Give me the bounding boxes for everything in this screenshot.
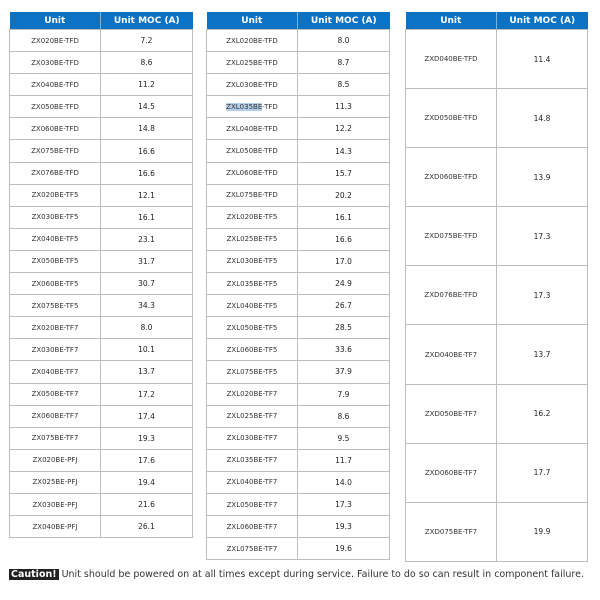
moc-cell: 21.6 bbox=[101, 493, 193, 515]
unit-cell: ZXL060BE-TF5 bbox=[207, 339, 298, 361]
table-row bbox=[10, 339, 193, 361]
table-row bbox=[406, 266, 588, 325]
header-unit: Unit bbox=[406, 12, 497, 30]
unit-cell: ZXL030BE-TF5 bbox=[207, 250, 298, 272]
header-moc: Unit MOC (A) bbox=[497, 12, 588, 30]
table-row bbox=[207, 538, 390, 560]
unit-cell: ZX030BE-TF7 bbox=[10, 339, 101, 361]
unit-cell: ZXL050BE-TFD bbox=[207, 140, 298, 162]
table-row bbox=[207, 493, 390, 515]
moc-cell: 8.6 bbox=[101, 52, 193, 74]
unit-cell: ZX020BE-TF7 bbox=[10, 317, 101, 339]
table-row bbox=[207, 30, 390, 52]
moc-cell: 16.2 bbox=[497, 384, 588, 443]
moc-cell: 19.4 bbox=[101, 471, 193, 493]
table-row bbox=[406, 325, 588, 384]
table-row bbox=[406, 30, 588, 89]
caution-text: Unit should be powered on at all times except during service. Failure to do so can result in component failure. bbox=[61, 569, 584, 580]
table-row bbox=[10, 493, 193, 515]
unit-cell: ZXL075BE-TF5 bbox=[207, 361, 298, 383]
table-row bbox=[207, 250, 390, 272]
unit-cell: ZXL075BE-TFD bbox=[207, 184, 298, 206]
table-row bbox=[207, 471, 390, 493]
table-row bbox=[207, 339, 390, 361]
unit-cell: ZX060BE-TF5 bbox=[10, 273, 101, 295]
unit-cell: ZXL020BE-TFD bbox=[207, 30, 298, 52]
moc-cell: 17.0 bbox=[298, 250, 390, 272]
unit-cell: ZX030BE-TFD bbox=[10, 52, 101, 74]
table-row bbox=[10, 317, 193, 339]
table-row bbox=[207, 449, 390, 471]
moc-cell: 14.0 bbox=[298, 471, 390, 493]
unit-cell: ZXL025BE-TFD bbox=[207, 52, 298, 74]
table-row bbox=[207, 361, 390, 383]
moc-cell: 17.2 bbox=[101, 383, 193, 405]
moc-cell: 14.3 bbox=[298, 140, 390, 162]
moc-cell: 24.9 bbox=[298, 273, 390, 295]
moc-cell: 7.9 bbox=[298, 383, 390, 405]
moc-cell: 26.1 bbox=[101, 516, 193, 538]
table-row bbox=[10, 273, 193, 295]
moc-cell: 28.5 bbox=[298, 317, 390, 339]
unit-cell: ZX040BE-PFJ bbox=[10, 516, 101, 538]
moc-cell: 8.6 bbox=[298, 405, 390, 427]
table-row bbox=[10, 118, 193, 140]
moc-cell: 19.3 bbox=[298, 516, 390, 538]
unit-suffix: -TFD bbox=[262, 102, 278, 111]
unit-cell: ZXL040BE-TF5 bbox=[207, 295, 298, 317]
moc-cell: 14.5 bbox=[101, 96, 193, 118]
unit-cell: ZXL050BE-TF7 bbox=[207, 493, 298, 515]
moc-cell: 16.6 bbox=[101, 162, 193, 184]
table-row bbox=[10, 162, 193, 184]
unit-cell: ZX025BE-PFJ bbox=[10, 471, 101, 493]
moc-cell: 13.7 bbox=[101, 361, 193, 383]
table-row bbox=[10, 96, 193, 118]
moc-cell: 8.7 bbox=[298, 52, 390, 74]
unit-cell: ZXL035BE-TF7 bbox=[207, 449, 298, 471]
moc-cell: 9.5 bbox=[298, 427, 390, 449]
table-row bbox=[10, 228, 193, 250]
unit-cell: ZX076BE-TFD bbox=[10, 162, 101, 184]
moc-cell: 34.3 bbox=[101, 295, 193, 317]
moc-cell: 16.1 bbox=[101, 206, 193, 228]
unit-cell: ZX060BE-TF7 bbox=[10, 405, 101, 427]
header-unit: Unit bbox=[207, 12, 298, 30]
table-row bbox=[10, 206, 193, 228]
moc-cell: 11.3 bbox=[298, 96, 390, 118]
table-row bbox=[207, 96, 390, 118]
unit-cell: ZXL075BE-TF7 bbox=[207, 538, 298, 560]
moc-table-zxl bbox=[206, 12, 390, 560]
unit-cell: ZX060BE-TFD bbox=[10, 118, 101, 140]
table-row bbox=[207, 516, 390, 538]
unit-cell: ZXD060BE-TFD bbox=[406, 148, 497, 207]
moc-cell: 17.3 bbox=[497, 266, 588, 325]
table-row bbox=[10, 383, 193, 405]
unit-cell: ZXL040BE-TF7 bbox=[207, 471, 298, 493]
header-moc: Unit MOC (A) bbox=[101, 12, 193, 30]
table-row bbox=[207, 184, 390, 206]
table-row bbox=[10, 361, 193, 383]
table-row bbox=[207, 228, 390, 250]
unit-cell: ZX075BE-TFD bbox=[10, 140, 101, 162]
unit-cell: ZXL060BE-TF7 bbox=[207, 516, 298, 538]
unit-cell: ZXD050BE-TF7 bbox=[406, 384, 497, 443]
table-row bbox=[207, 52, 390, 74]
table-row bbox=[207, 162, 390, 184]
moc-cell: 33.6 bbox=[298, 339, 390, 361]
table-row bbox=[10, 295, 193, 317]
selected-text: ZXL035BE bbox=[226, 102, 263, 111]
moc-cell: 23.1 bbox=[101, 228, 193, 250]
unit-cell: ZX020BE-PFJ bbox=[10, 449, 101, 471]
unit-cell: ZXL020BE-TF7 bbox=[207, 383, 298, 405]
table-row bbox=[406, 502, 588, 561]
moc-cell: 17.6 bbox=[101, 449, 193, 471]
moc-cell: 19.3 bbox=[101, 427, 193, 449]
unit-cell: ZXL040BE-TFD bbox=[207, 118, 298, 140]
moc-cell: 37.9 bbox=[298, 361, 390, 383]
unit-cell: ZX030BE-PFJ bbox=[10, 493, 101, 515]
moc-table-zx bbox=[9, 12, 193, 538]
table-row bbox=[406, 443, 588, 502]
unit-cell: ZXL030BE-TF7 bbox=[207, 427, 298, 449]
moc-cell: 13.9 bbox=[497, 148, 588, 207]
table-row bbox=[10, 427, 193, 449]
unit-cell: ZX020BE-TFD bbox=[10, 30, 101, 52]
moc-cell: 17.7 bbox=[497, 443, 588, 502]
moc-cell: 11.4 bbox=[497, 30, 588, 89]
table-row bbox=[10, 52, 193, 74]
table-row bbox=[406, 384, 588, 443]
moc-cell: 19.6 bbox=[298, 538, 390, 560]
unit-cell: ZX075BE-TF7 bbox=[10, 427, 101, 449]
unit-cell: ZX075BE-TF5 bbox=[10, 295, 101, 317]
moc-cell: 11.2 bbox=[101, 74, 193, 96]
moc-cell: 26.7 bbox=[298, 295, 390, 317]
table-row bbox=[10, 449, 193, 471]
unit-cell: ZXL025BE-TF7 bbox=[207, 405, 298, 427]
table-row bbox=[10, 471, 193, 493]
table-row bbox=[207, 140, 390, 162]
moc-cell: 17.4 bbox=[101, 405, 193, 427]
unit-cell: ZXL030BE-TFD bbox=[207, 74, 298, 96]
table-row bbox=[406, 148, 588, 207]
unit-cell: ZXD040BE-TFD bbox=[406, 30, 497, 89]
moc-cell: 8.0 bbox=[298, 30, 390, 52]
moc-cell: 13.7 bbox=[497, 325, 588, 384]
moc-cell: 11.7 bbox=[298, 449, 390, 471]
table-row bbox=[207, 74, 390, 96]
moc-cell: 16.6 bbox=[298, 228, 390, 250]
table-row bbox=[10, 405, 193, 427]
moc-cell: 16.1 bbox=[298, 206, 390, 228]
moc-cell: 7.2 bbox=[101, 30, 193, 52]
unit-cell: ZX050BE-TF7 bbox=[10, 383, 101, 405]
unit-cell: ZXL050BE-TF5 bbox=[207, 317, 298, 339]
unit-cell bbox=[207, 96, 298, 118]
unit-cell: ZXD050BE-TFD bbox=[406, 89, 497, 148]
table-row bbox=[207, 383, 390, 405]
unit-cell: ZXL020BE-TF5 bbox=[207, 206, 298, 228]
table-row bbox=[207, 118, 390, 140]
moc-cell: 14.8 bbox=[497, 89, 588, 148]
unit-cell: ZXD040BE-TF7 bbox=[406, 325, 497, 384]
table-row bbox=[406, 89, 588, 148]
unit-cell: ZX050BE-TFD bbox=[10, 96, 101, 118]
unit-cell: ZXD075BE-TF7 bbox=[406, 502, 497, 561]
caution-badge: Caution! bbox=[11, 569, 57, 580]
unit-cell: ZXL025BE-TF5 bbox=[207, 228, 298, 250]
unit-cell: ZXD060BE-TF7 bbox=[406, 443, 497, 502]
moc-cell: 31.7 bbox=[101, 250, 193, 272]
moc-cell: 19.9 bbox=[497, 502, 588, 561]
moc-cell: 12.1 bbox=[101, 184, 193, 206]
moc-cell: 14.8 bbox=[101, 118, 193, 140]
unit-cell: ZX050BE-TF5 bbox=[10, 250, 101, 272]
table-row bbox=[10, 516, 193, 538]
caution-note bbox=[9, 569, 584, 580]
table-row bbox=[207, 317, 390, 339]
moc-cell: 30.7 bbox=[101, 273, 193, 295]
table-row bbox=[207, 273, 390, 295]
moc-cell: 8.5 bbox=[298, 74, 390, 96]
unit-cell: ZX030BE-TF5 bbox=[10, 206, 101, 228]
moc-cell: 15.7 bbox=[298, 162, 390, 184]
moc-cell: 12.2 bbox=[298, 118, 390, 140]
table-row bbox=[10, 250, 193, 272]
unit-cell: ZXD076BE-TFD bbox=[406, 266, 497, 325]
table-row bbox=[10, 184, 193, 206]
unit-cell: ZX040BE-TF5 bbox=[10, 228, 101, 250]
moc-cell: 20.2 bbox=[298, 184, 390, 206]
unit-cell: ZXL060BE-TFD bbox=[207, 162, 298, 184]
moc-table-zxd bbox=[405, 12, 588, 562]
table-row bbox=[207, 427, 390, 449]
moc-cell: 16.6 bbox=[101, 140, 193, 162]
table-row bbox=[406, 207, 588, 266]
unit-cell: ZX040BE-TFD bbox=[10, 74, 101, 96]
moc-cell: 10.1 bbox=[101, 339, 193, 361]
unit-cell: ZX040BE-TF7 bbox=[10, 361, 101, 383]
unit-cell: ZX020BE-TF5 bbox=[10, 184, 101, 206]
table-row bbox=[207, 295, 390, 317]
table-row bbox=[207, 206, 390, 228]
moc-cell: 8.0 bbox=[101, 317, 193, 339]
table-row bbox=[207, 405, 390, 427]
moc-cell: 17.3 bbox=[298, 493, 390, 515]
unit-cell: ZXD075BE-TFD bbox=[406, 207, 497, 266]
moc-cell: 17.3 bbox=[497, 207, 588, 266]
table-row bbox=[10, 74, 193, 96]
table-row bbox=[10, 30, 193, 52]
unit-cell: ZXL035BE-TF5 bbox=[207, 273, 298, 295]
header-unit: Unit bbox=[10, 12, 101, 30]
table-row bbox=[10, 140, 193, 162]
header-moc: Unit MOC (A) bbox=[298, 12, 390, 30]
